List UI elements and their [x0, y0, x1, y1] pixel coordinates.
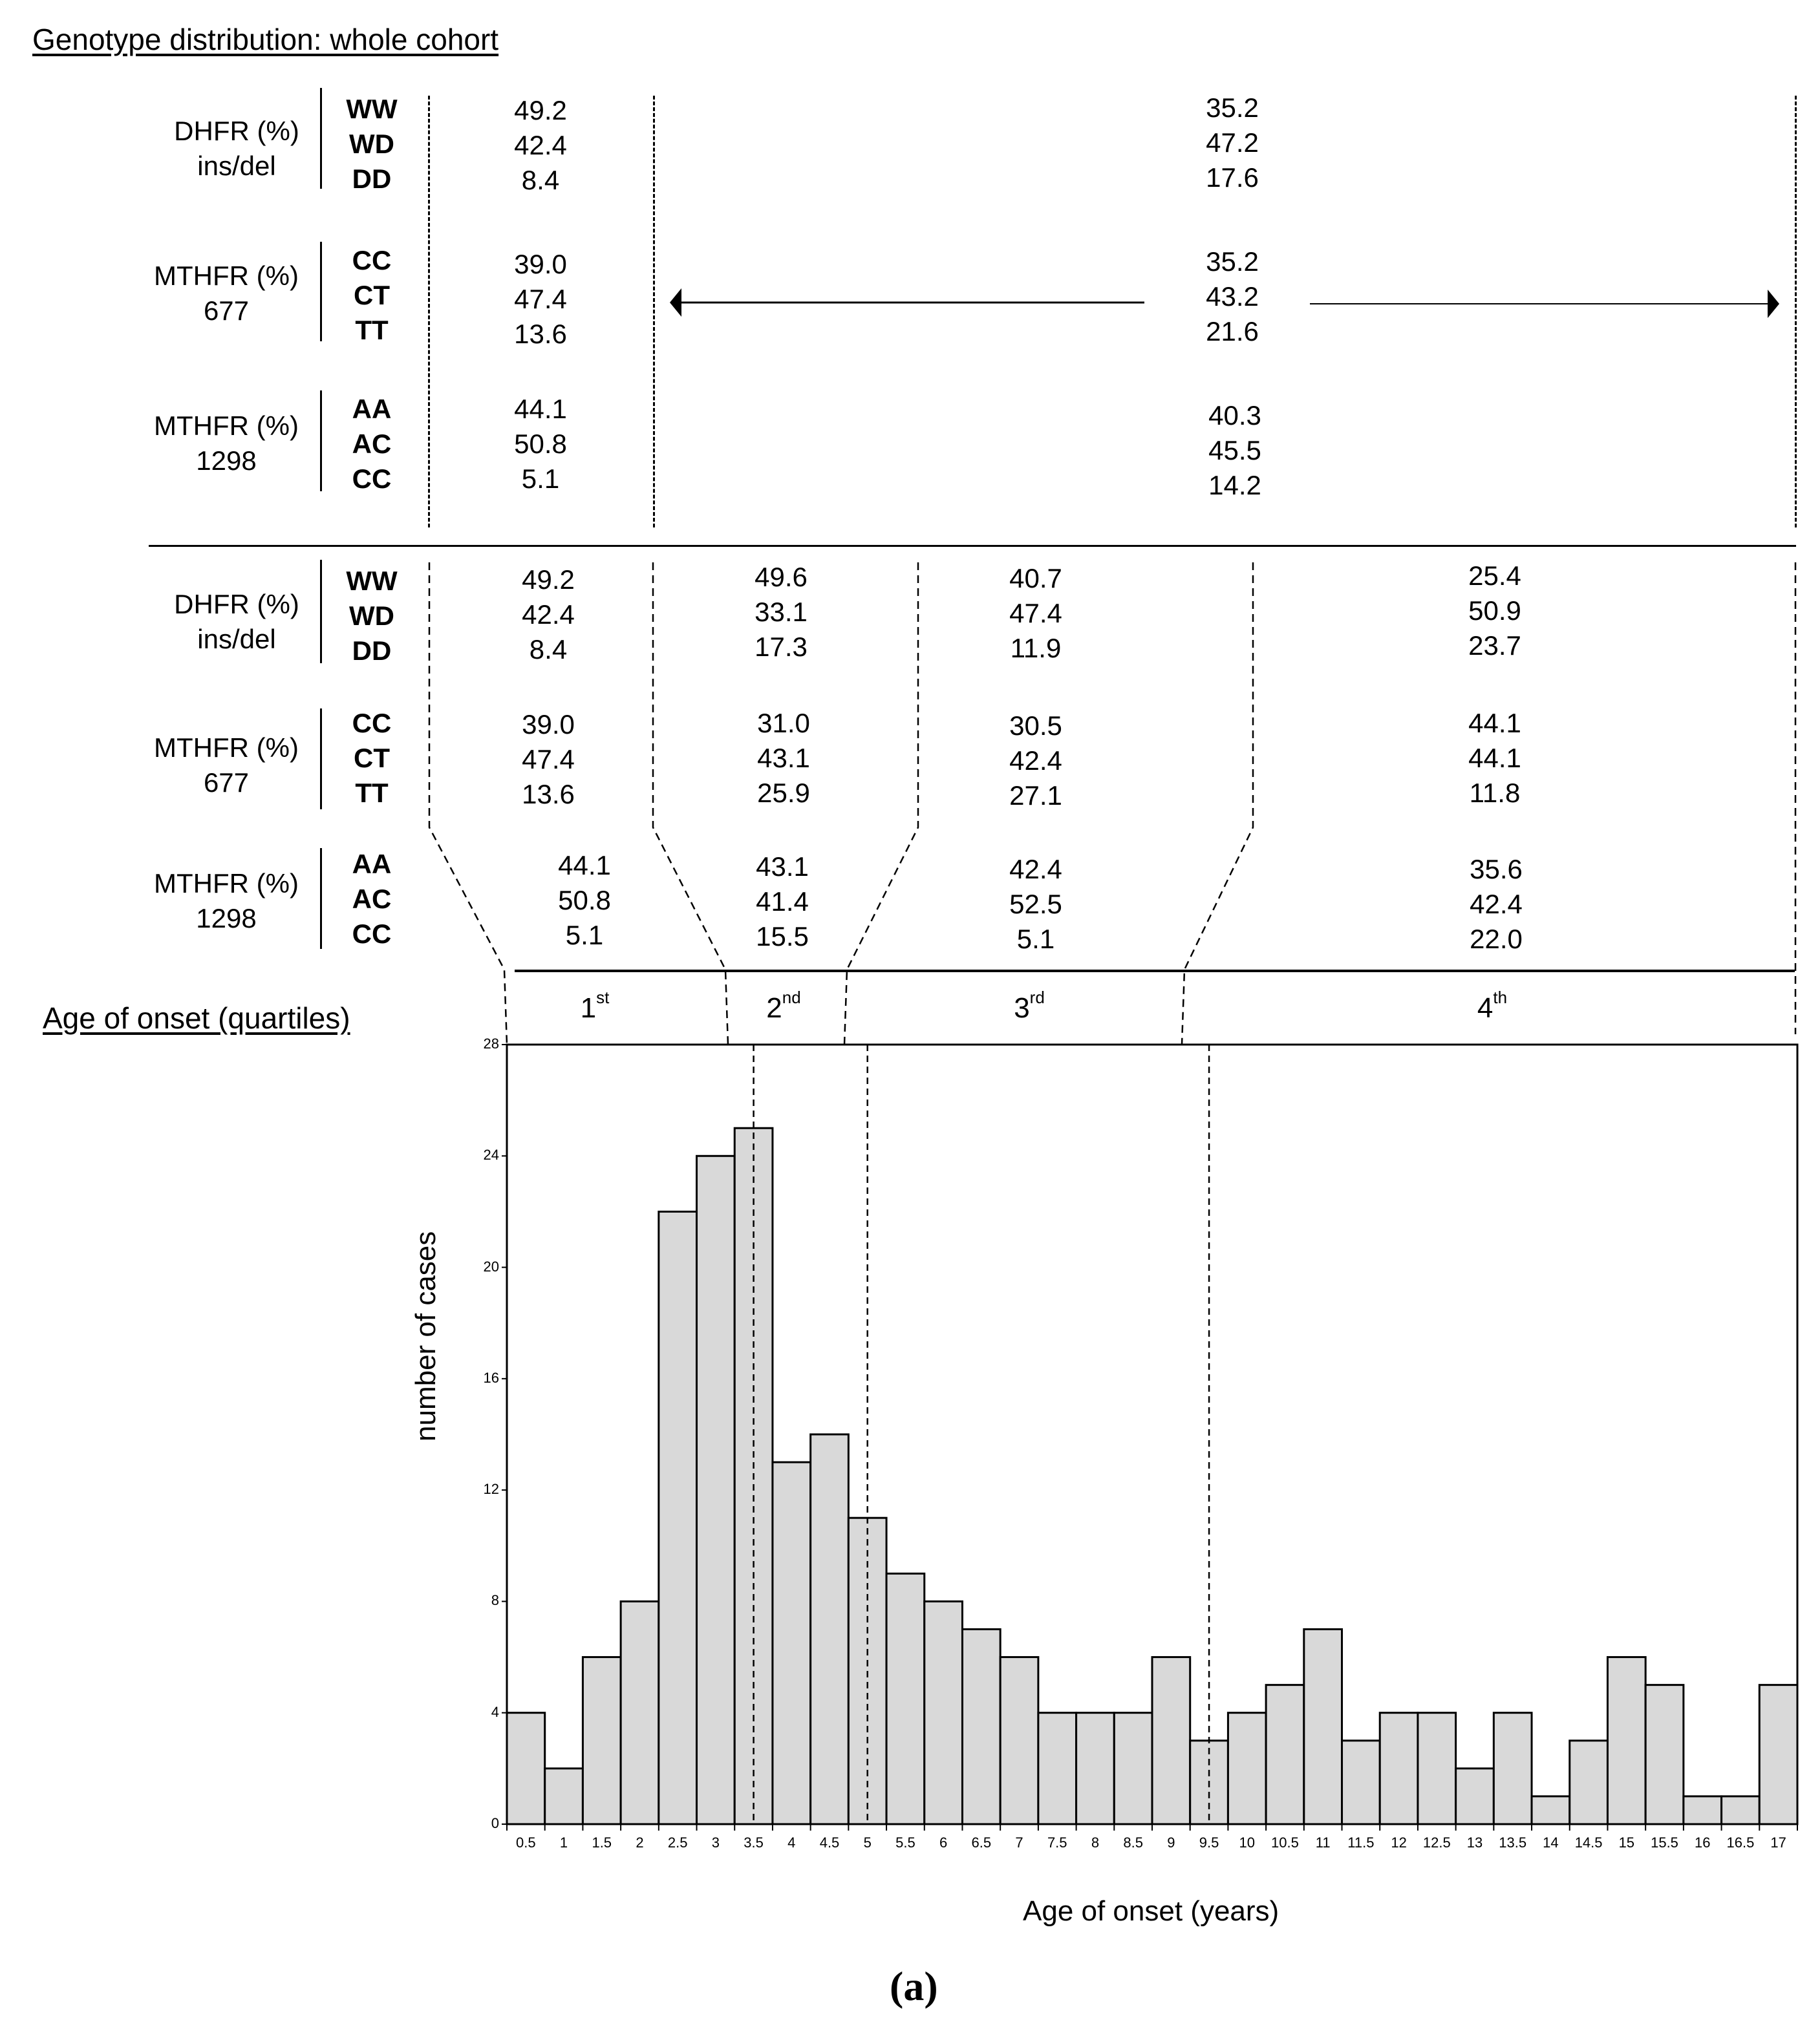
value: 42.4 — [522, 599, 575, 630]
quartile-suffix: th — [1493, 988, 1508, 1007]
genotype-aa: AA — [352, 849, 392, 879]
genotype-ac: AC — [352, 429, 392, 459]
y-tick-label: 16 — [483, 1369, 499, 1386]
histogram-bar — [1493, 1713, 1532, 1824]
gene-variant: ins/del — [197, 624, 276, 654]
y-tick-label: 28 — [483, 1036, 499, 1052]
histogram-bar — [1570, 1741, 1608, 1824]
x-tick-label: 6.5 — [971, 1834, 992, 1851]
value: 25.4 — [1468, 560, 1521, 591]
x-tick-label: 13 — [1466, 1834, 1483, 1851]
x-tick-label: 12 — [1391, 1834, 1407, 1851]
histogram-bar — [1380, 1713, 1418, 1824]
gene-name: DHFR (%) — [174, 589, 299, 619]
quartile-number: 2 — [766, 992, 782, 1024]
value: 42.4 — [1470, 889, 1523, 919]
x-tick-label: 0.5 — [516, 1834, 536, 1851]
histogram-bar — [1418, 1713, 1456, 1824]
x-axis-title: Age of onset (years) — [1023, 1895, 1279, 1927]
value: 44.1 — [558, 850, 611, 880]
value: 43.1 — [756, 851, 809, 882]
value: 47.4 — [1009, 598, 1062, 628]
histogram-bar — [1076, 1713, 1115, 1824]
value: 49.6 — [755, 562, 808, 592]
value: 40.3 — [1208, 400, 1261, 431]
value: 13.6 — [522, 779, 575, 809]
value: 44.1 — [1468, 743, 1521, 773]
x-tick-label: 10 — [1239, 1834, 1255, 1851]
value: 39.0 — [514, 249, 567, 279]
histogram-bar — [925, 1601, 963, 1824]
x-tick-label: 6 — [939, 1834, 948, 1851]
histogram-bar — [1000, 1657, 1038, 1824]
value: 42.4 — [1009, 745, 1062, 776]
x-tick-label: 14.5 — [1574, 1834, 1603, 1851]
value: 33.1 — [755, 597, 808, 627]
value: 47.4 — [514, 284, 567, 314]
genotype-aa: AA — [352, 394, 392, 424]
histogram-bar — [1266, 1685, 1304, 1824]
value: 11.9 — [1010, 633, 1062, 663]
genotype-cc: CC — [352, 463, 392, 494]
histogram-bar — [1722, 1796, 1760, 1824]
value: 50.9 — [1468, 595, 1521, 626]
value: 5.1 — [565, 920, 604, 950]
value: 27.1 — [1009, 780, 1062, 811]
histogram-bar — [962, 1630, 1000, 1825]
histogram-bar — [886, 1573, 925, 1824]
genotype-ac: AC — [352, 884, 392, 914]
x-tick-label: 5.5 — [895, 1834, 915, 1851]
histogram-bar — [1228, 1713, 1266, 1824]
value: 22.0 — [1470, 924, 1523, 954]
histogram-bar — [659, 1211, 697, 1824]
genotype-cc: CC — [352, 919, 392, 949]
genotype-wd: WD — [349, 601, 394, 631]
genotype-ct: CT — [354, 743, 390, 773]
x-tick-label: 7.5 — [1047, 1834, 1067, 1851]
quartiles-title: Age of onset (quartiles) — [43, 1001, 350, 1035]
value: 42.4 — [514, 130, 567, 160]
gene-variant: 677 — [203, 767, 250, 798]
gene-name: MTHFR (%) — [154, 410, 299, 441]
value: 5.1 — [521, 463, 560, 494]
value: 8.4 — [529, 634, 568, 664]
histogram-bar — [1456, 1769, 1494, 1824]
genotype-dd: DD — [352, 164, 392, 194]
histogram-bar — [697, 1156, 735, 1824]
genotype-ct: CT — [354, 280, 390, 310]
x-tick-label: 8 — [1091, 1834, 1100, 1851]
x-tick-label: 16 — [1694, 1834, 1711, 1851]
gene-variant: 1298 — [196, 903, 257, 933]
figure-caption: (a) — [890, 1963, 938, 2009]
x-tick-label: 13.5 — [1499, 1834, 1527, 1851]
x-tick-label: 2.5 — [667, 1834, 688, 1851]
value: 44.1 — [1468, 708, 1521, 738]
y-tick-label: 0 — [491, 1815, 499, 1831]
quartile-number: 4 — [1477, 992, 1493, 1024]
x-tick-label: 3 — [711, 1834, 720, 1851]
value: 49.2 — [522, 564, 575, 595]
genotype-tt: TT — [355, 315, 389, 345]
histogram-bar — [1684, 1796, 1722, 1824]
value: 40.7 — [1009, 563, 1062, 593]
histogram-bar — [583, 1657, 621, 1824]
value: 25.9 — [757, 778, 810, 808]
x-tick-label: 16.5 — [1726, 1834, 1755, 1851]
value: 21.6 — [1206, 316, 1259, 346]
x-tick-label: 11 — [1315, 1834, 1331, 1851]
value: 49.2 — [514, 95, 567, 125]
value: 43.1 — [757, 743, 810, 773]
value: 35.2 — [1206, 246, 1259, 277]
quartile-number: 3 — [1014, 992, 1030, 1024]
x-tick-label: 12.5 — [1422, 1834, 1451, 1851]
x-tick-label: 15 — [1618, 1834, 1635, 1851]
value: 35.2 — [1206, 92, 1259, 123]
value: 50.8 — [514, 429, 567, 459]
value: 52.5 — [1009, 889, 1062, 919]
gene-variant: 677 — [203, 295, 250, 326]
value: 44.1 — [514, 394, 567, 424]
y-tick-label: 8 — [491, 1592, 499, 1609]
genotype-ww: WW — [346, 566, 398, 596]
x-tick-label: 3.5 — [744, 1834, 764, 1851]
value: 45.5 — [1208, 435, 1261, 465]
genotype-cc: CC — [352, 708, 392, 738]
y-tick-label: 4 — [491, 1703, 499, 1720]
histogram-bar — [545, 1769, 583, 1824]
x-tick-label: 14 — [1543, 1834, 1559, 1851]
genotype-cc: CC — [352, 245, 392, 275]
y-tick-label: 12 — [483, 1481, 499, 1498]
histogram-bar — [507, 1713, 545, 1824]
histogram-bar — [621, 1601, 659, 1824]
value: 47.2 — [1206, 127, 1259, 158]
genotype-tt: TT — [355, 778, 389, 808]
y-axis-title: number of cases — [410, 1231, 442, 1441]
x-tick-label: 1.5 — [592, 1834, 612, 1851]
value: 50.8 — [558, 885, 611, 915]
value: 5.1 — [1016, 924, 1055, 954]
value: 17.3 — [755, 632, 808, 662]
whole-cohort-title: Genotype distribution: whole cohort — [32, 23, 499, 56]
value: 13.6 — [514, 319, 567, 349]
value: 14.2 — [1208, 470, 1261, 500]
value: 11.8 — [1469, 778, 1521, 808]
genotype-wd: WD — [349, 129, 394, 159]
histogram-bar — [1304, 1630, 1342, 1825]
quartile-suffix: st — [596, 988, 610, 1007]
x-tick-label: 10.5 — [1271, 1834, 1299, 1851]
histogram-bar — [1759, 1685, 1797, 1824]
value: 8.4 — [521, 165, 560, 195]
x-tick-label: 5 — [863, 1834, 872, 1851]
x-tick-label: 2 — [636, 1834, 644, 1851]
value: 41.4 — [756, 886, 809, 917]
quartile-number: 1 — [580, 992, 597, 1024]
x-tick-label: 1 — [559, 1834, 568, 1851]
gene-name: MTHFR (%) — [154, 868, 299, 898]
y-tick-label: 24 — [483, 1147, 499, 1164]
genotype-dd: DD — [352, 635, 392, 666]
histogram-bar — [773, 1462, 811, 1824]
histogram-bar — [1038, 1713, 1076, 1824]
x-tick-label: 7 — [1015, 1834, 1023, 1851]
value: 35.6 — [1470, 854, 1523, 884]
gene-name: MTHFR (%) — [154, 260, 299, 291]
gene-name: MTHFR (%) — [154, 732, 299, 763]
x-tick-label: 9 — [1167, 1834, 1175, 1851]
quartile-suffix: rd — [1029, 988, 1045, 1007]
histogram-bar — [1152, 1657, 1190, 1824]
x-tick-label: 15.5 — [1651, 1834, 1678, 1851]
gene-name: DHFR (%) — [174, 116, 299, 146]
value: 39.0 — [522, 709, 575, 739]
histogram-bar — [1342, 1741, 1380, 1824]
value: 43.2 — [1206, 281, 1259, 312]
value: 23.7 — [1468, 630, 1521, 661]
x-tick-label: 17 — [1770, 1834, 1786, 1851]
gene-variant: ins/del — [197, 151, 276, 181]
histogram-bar — [1607, 1657, 1645, 1824]
histogram-bar — [1532, 1796, 1570, 1824]
histogram-bar — [1114, 1713, 1152, 1824]
histogram-bar — [1645, 1685, 1684, 1824]
genotype-ww: WW — [346, 94, 398, 124]
gene-variant: 1298 — [196, 445, 257, 476]
value: 31.0 — [757, 708, 810, 738]
x-tick-label: 9.5 — [1199, 1834, 1219, 1851]
x-tick-label: 4.5 — [819, 1834, 840, 1851]
y-tick-label: 20 — [483, 1258, 499, 1275]
value: 47.4 — [522, 744, 575, 774]
value: 17.6 — [1206, 162, 1259, 193]
x-tick-label: 8.5 — [1123, 1834, 1143, 1851]
histogram-bar — [811, 1434, 849, 1824]
quartile-suffix: nd — [782, 988, 801, 1007]
value: 30.5 — [1009, 710, 1062, 741]
value: 42.4 — [1009, 854, 1062, 884]
x-tick-label: 4 — [787, 1834, 796, 1851]
value: 15.5 — [756, 921, 809, 952]
x-tick-label: 11.5 — [1347, 1834, 1375, 1851]
